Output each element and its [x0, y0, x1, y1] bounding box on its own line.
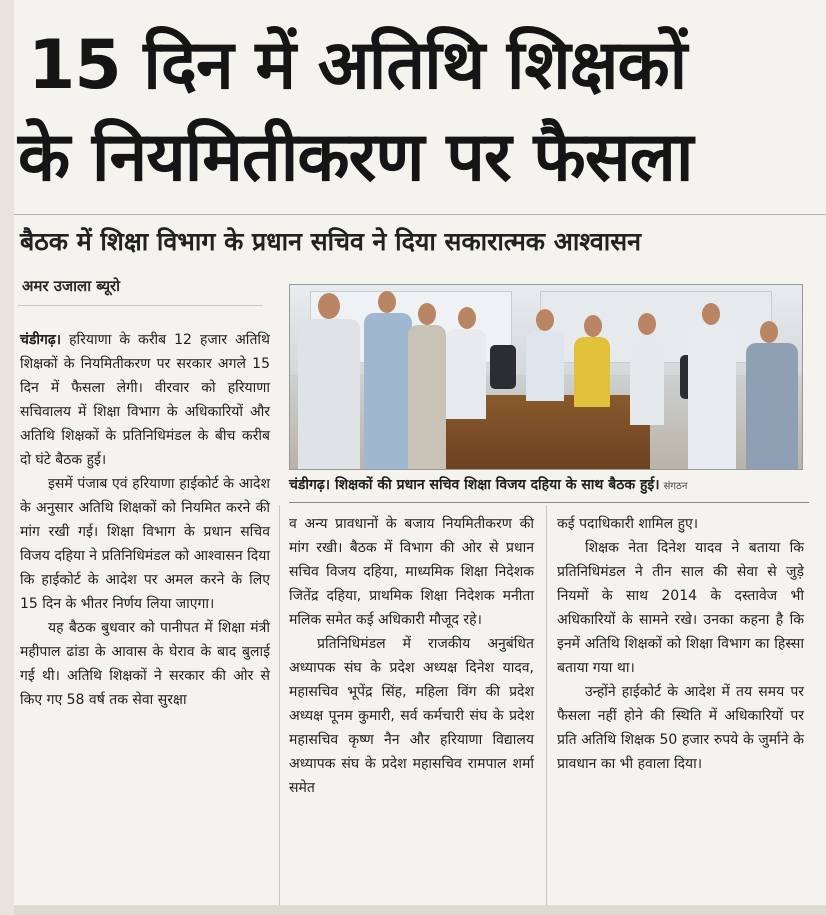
paragraph: इसमें पंजाब एवं हरियाणा हाईकोर्ट के आदेश के अनुसार अतिथि शिक्षकों को नियमित करने की मांग रखी गई। शिक्षा विभाग के प्रधान सचिव विजय दहिया ने प्रतिनिधिमंडल को आश्वासन दिया कि हाईकोर्ट के आदेश पर अमल करने के लिए 15 दिन के भीतर निर्णय लिया जाएगा।: [20, 476, 270, 612]
page-bottom-edge: [14, 905, 826, 915]
headline-line-2: के नियमितीकरण पर फैसला: [18, 118, 693, 197]
paragraph: प्रतिनिधिमंडल में राजकीय अनुबंधित अध्यापक संघ के प्रदेश अध्यक्ष दिनेश यादव, महासचिव भूपेंद्र सिंह, महिला विंग की प्रदेश अध्यक्ष पूनम कुमारी, सर्व कर्मचारी संघ के प्रदेश महासचिव कृष्ण नैन और हरियाणा विद्यालय अध्यापक संघ के प्रदेश महासचिव रामपाल शर्मा समेत: [289, 636, 534, 796]
column-divider: [279, 505, 280, 905]
article-column-1: [20, 328, 270, 712]
article-column-3: [557, 512, 804, 776]
caption-text: चंडीगढ़। शिक्षकों की प्रधान सचिव शिक्षा विजय दहिया के साथ बैठक हुई।: [289, 477, 660, 493]
column-divider: [546, 505, 547, 905]
photo-chair: [490, 345, 516, 389]
paragraph: उन्होंने हाईकोर्ट के आदेश में तय समय पर फैसला नहीं होने की स्थिति में अधिकारियों पर प्रति अतिथि शिक्षक 50 हजार रुपये के जुर्माने के प्रावधान का भी हवाला दिया।: [557, 684, 804, 772]
paragraph: कई पदाधिकारी शामिल हुए।: [557, 516, 699, 532]
page-edge: [0, 0, 14, 915]
byline-divider: [18, 305, 263, 306]
paragraph: शिक्षक नेता दिनेश यादव ने बताया कि प्रतिनिधिमंडल ने तीन साल की सेवा से जुड़े नियमों के साथ 2014 के दस्तावेज भी अधिकारियों के सामने रखे। उनका कहना है कि इनमें अतिथि शिक्षकों को शिक्षा विभाग का हिस्सा बताया गया था।: [557, 540, 804, 676]
meeting-photo: [289, 284, 803, 470]
subheadline: बैठक में शिक्षा विभाग के प्रधान सचिव ने दिया सकारात्मक आश्वासन: [20, 227, 642, 256]
paragraph-text: हरियाणा के करीब 12 हजार अतिथि शिक्षकों के नियमितीकरण पर सरकार अगले 15 दिन में फैसला लेगी। वीरवार को हरियाणा सचिवालय में शिक्षा विभाग के अधिकारियों और अतिथि शिक्षकों के प्रतिनिधिमंडल के बीच करीब दो घंटे बैठक हुई।: [20, 332, 270, 468]
dateline: चंडीगढ़।: [20, 332, 62, 348]
paragraph: यह बैठक बुधवार को पानीपत में शिक्षा मंत्री महीपाल ढांडा के आवास के घेराव के बाद बुलाई गई थी। अतिथि शिक्षकों ने सरकार की ओर से किए गए 58 वर्ष तक सेवा सुरक्षा: [20, 620, 270, 708]
article-column-2: [289, 512, 534, 800]
photo-credit: संगठन: [663, 481, 688, 492]
headline-line-1: 15 दिन में अतिथि शिक्षकों: [28, 26, 687, 105]
photo-caption: [289, 470, 809, 500]
paragraph: व अन्य प्रावधानों के बजाय नियमितीकरण की मांग रखी। बैठक में विभाग की ओर से प्रधान सचिव विजय दहिया, माध्यमिक शिक्षा निदेशक जितेंद्र दहिया, प्राथमिक शिक्षा निदेशक मनीता मलिक समेत कई अधिकारी मौजूद रहे।: [289, 516, 534, 628]
headline-divider: [14, 214, 826, 215]
byline: अमर उजाला ब्यूरो: [22, 277, 121, 295]
paragraph: [20, 328, 270, 472]
caption-divider: [289, 502, 809, 503]
